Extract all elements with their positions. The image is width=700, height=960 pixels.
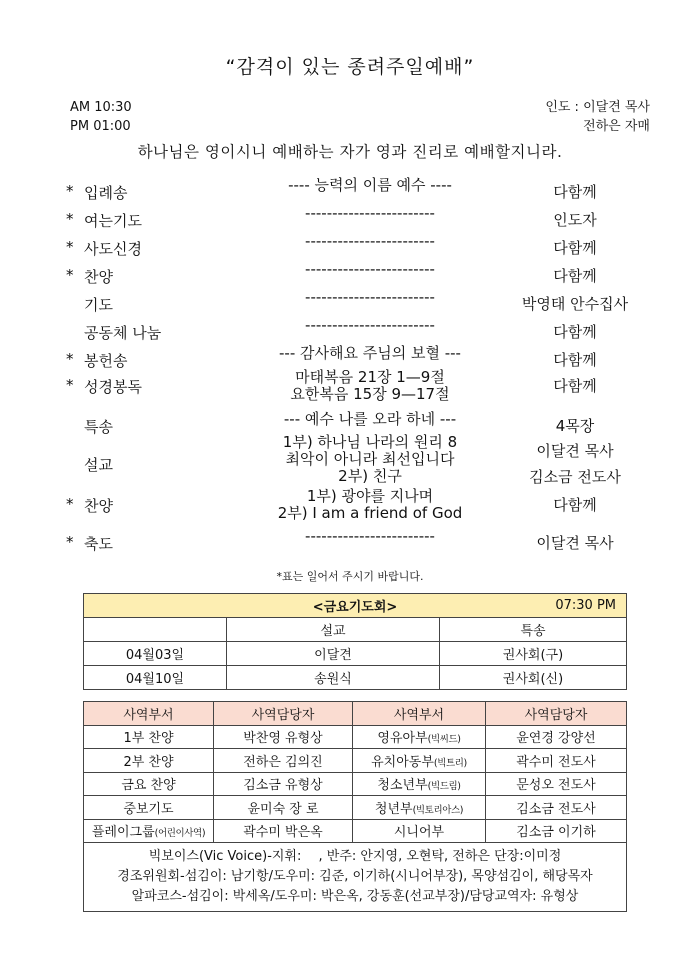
leader-cell xyxy=(486,772,627,796)
leader-cell xyxy=(486,749,627,773)
order-item-content-line: ------------------------ xyxy=(305,232,435,250)
department-name: 영유아부 xyxy=(377,731,428,747)
order-item-person xyxy=(500,182,650,202)
order-item-content xyxy=(230,411,510,428)
preacher-cell: 이달견 xyxy=(227,642,440,666)
department-name: 유치아동부 xyxy=(371,754,434,770)
order-item-person-line: 다함께 xyxy=(553,239,597,257)
order-item-person xyxy=(500,322,650,342)
leader-names: 전하은 김의진 xyxy=(243,754,323,770)
standing-star: * xyxy=(66,238,74,256)
preacher-cell: 송원식 xyxy=(227,666,440,690)
header-special-song: 특송 xyxy=(440,618,627,642)
department-cell xyxy=(84,725,214,749)
leader-names: 문성오 전도사 xyxy=(516,778,596,794)
order-item-name: 설교 xyxy=(84,456,113,474)
order-item-content-line: 마태복음 21장 1—9절 xyxy=(295,368,445,386)
order-item-person-line: 인도자 xyxy=(553,211,597,229)
order-item-content xyxy=(230,317,510,334)
friday-prayer-title: <금요기도회> xyxy=(312,600,398,615)
ministry-rows xyxy=(84,725,627,843)
header-blank xyxy=(84,618,227,642)
department-cell xyxy=(353,772,486,796)
department-name: 중보기도 xyxy=(123,801,174,817)
order-item xyxy=(0,488,700,522)
leader-cell xyxy=(486,819,627,843)
department-cell xyxy=(84,796,214,820)
order-item-content-line: 1부) 광야를 지나며 xyxy=(306,487,434,505)
department-name: 1부 찬양 xyxy=(123,731,174,747)
order-item-content-line: 1부) 하나님 나라의 원리 8 xyxy=(282,433,458,451)
order-item-name: 봉헌송 xyxy=(84,352,128,370)
leader-names: 김소금 유형상 xyxy=(243,778,323,794)
song-cell: 권사회(신) xyxy=(440,666,627,690)
order-item-content-line: ------------------------ xyxy=(305,316,435,334)
standing-note: *표는 일어서 주시기 바랍니다. xyxy=(276,570,424,583)
order-item-person xyxy=(500,376,650,396)
table-row xyxy=(84,772,627,796)
ministry-footer xyxy=(84,843,627,912)
standing-star: * xyxy=(66,182,74,200)
order-item-content-line: ------------------------ xyxy=(305,288,435,306)
page-title: “감격이 있는 종려주일예배” xyxy=(225,56,475,78)
order-item-content-line: 요한복음 15장 9—17절 xyxy=(290,385,450,403)
order-item-person xyxy=(500,294,650,314)
order-item xyxy=(0,177,700,207)
leader-cell xyxy=(214,725,353,749)
header-leader: 사역담당자 xyxy=(214,702,353,726)
order-item-content-line: ------------------------ xyxy=(305,527,435,545)
department-name: 청년부 xyxy=(374,801,413,817)
order-item-name: 찬양 xyxy=(84,497,113,515)
department-sub: (빅트리) xyxy=(433,757,467,769)
order-item-name: 기도 xyxy=(84,296,113,314)
time-am: AM 10:30 xyxy=(70,100,132,115)
department-name: 금요 찬양 xyxy=(121,778,176,794)
order-item-person-line: 다함께 xyxy=(553,377,597,395)
table-row xyxy=(84,642,627,666)
time-pm: PM 01:00 xyxy=(70,119,131,134)
order-item xyxy=(0,528,700,558)
standing-star: * xyxy=(66,210,74,228)
order-item-content xyxy=(230,345,510,362)
service-leaders xyxy=(545,98,650,136)
department-sub: (빅씨드) xyxy=(427,734,461,746)
department-cell xyxy=(353,749,486,773)
order-item-content xyxy=(230,528,510,545)
order-item-person xyxy=(500,533,650,553)
order-item-person xyxy=(500,266,650,286)
table-row xyxy=(84,819,627,843)
header-leader: 사역담당자 xyxy=(486,702,627,726)
order-item-name: 찬양 xyxy=(84,268,113,286)
department-cell xyxy=(353,796,486,820)
order-item-name: 공동체 나눔 xyxy=(84,324,162,342)
leader-names: 윤연경 강양선 xyxy=(516,731,596,747)
leader-names: 윤미숙 장 로 xyxy=(247,801,319,817)
service-times xyxy=(70,98,132,136)
department-name: 청소년부 xyxy=(377,778,428,794)
leader-names: 곽수미 박은옥 xyxy=(243,825,323,841)
order-item-content-line: 최악이 아니라 최선입니다 xyxy=(285,450,455,468)
order-item-person-line: 김소금 전도사 xyxy=(529,468,621,486)
order-item-person-line: 박영태 안수집사 xyxy=(521,295,629,313)
friday-prayer-title-row xyxy=(84,594,627,618)
order-item-person-line: 다함께 xyxy=(553,496,597,514)
order-item-person-line: 이달견 목사 xyxy=(536,534,614,552)
department-sub: (빅드림) xyxy=(427,781,461,793)
order-item-person xyxy=(500,438,650,490)
order-item-name: 입례송 xyxy=(84,184,128,202)
footer-line: 빅보이스(Vic Voice)-지휘: , 반주: 안지영, 오현탁, 전하은 단장:이미정 xyxy=(148,849,562,864)
order-item-person-line: 다함께 xyxy=(553,351,597,369)
leader-names: 박찬영 유형상 xyxy=(243,731,323,747)
order-item-name: 축도 xyxy=(84,535,113,553)
leader-worship: 전하은 자매 xyxy=(583,119,650,134)
friday-prayer-header xyxy=(84,618,627,642)
table-row xyxy=(84,725,627,749)
department-cell xyxy=(84,749,214,773)
department-name: 플레이그룹 xyxy=(91,825,155,841)
leader-cell xyxy=(214,819,353,843)
friday-prayer-table xyxy=(83,593,627,690)
standing-star: * xyxy=(66,350,74,368)
order-item-person xyxy=(500,210,650,230)
order-item-person xyxy=(500,350,650,370)
order-item-content xyxy=(230,233,510,250)
order-item-content xyxy=(230,369,510,403)
header-department: 사역부서 xyxy=(84,702,214,726)
order-item xyxy=(0,233,700,263)
leader-cell xyxy=(214,749,353,773)
leader-names: 김소금 이기하 xyxy=(516,825,596,841)
scripture-verse: 하나님은 영이시니 예배하는 자가 영과 진리로 예배할지니라. xyxy=(137,143,563,161)
order-item-person xyxy=(500,238,650,258)
date-cell: 04월10일 xyxy=(84,666,227,690)
leader-cell xyxy=(486,796,627,820)
standing-star: * xyxy=(66,495,74,513)
order-item-person xyxy=(500,416,650,436)
table-row xyxy=(84,749,627,773)
department-cell xyxy=(84,819,214,843)
date-cell: 04월03일 xyxy=(84,642,227,666)
footer-line: 알파코스-섬김이: 박세옥/도우미: 박은옥, 강동훈(선교부장)/담당교역자: 유형상 xyxy=(131,889,579,904)
friday-prayer-time: 07:30 PM xyxy=(555,598,616,613)
leader-names: 곽수미 전도사 xyxy=(516,754,596,770)
order-item-content xyxy=(230,205,510,222)
order-item-content-line: ------------------------ xyxy=(305,204,435,222)
standing-star: * xyxy=(66,533,74,551)
department-cell xyxy=(84,772,214,796)
leader-names: 김소금 전도사 xyxy=(516,801,596,817)
department-name: 시니어부 xyxy=(393,825,445,841)
leader-pastor: 인도 : 이달견 목사 xyxy=(545,100,650,115)
ministry-header xyxy=(84,702,627,726)
header-sermon: 설교 xyxy=(227,618,440,642)
order-item-name: 특송 xyxy=(84,418,113,436)
table-row xyxy=(84,796,627,820)
order-item-content xyxy=(230,261,510,278)
order-item-content xyxy=(230,488,510,522)
order-item-content-line: --- 예수 나를 오라 하네 --- xyxy=(283,410,457,428)
ministry-table xyxy=(83,701,627,912)
order-item-content-line: --- 감사해요 주님의 보혈 --- xyxy=(279,344,461,362)
ministry-footer-row xyxy=(84,843,627,912)
order-item-content xyxy=(230,434,510,485)
department-cell xyxy=(353,725,486,749)
song-cell: 권사회(구) xyxy=(440,642,627,666)
order-item-person-line: 다함께 xyxy=(553,323,597,341)
order-item-name: 사도신경 xyxy=(84,240,142,258)
order-item-person xyxy=(500,495,650,515)
header-department: 사역부서 xyxy=(353,702,486,726)
order-item xyxy=(0,261,700,291)
order-item xyxy=(0,369,700,403)
order-item-person-line: 다함께 xyxy=(553,183,597,201)
department-sub: (빅토리아스) xyxy=(412,804,464,816)
standing-star: * xyxy=(66,376,74,394)
order-item-content-line: 2부) I am a friend of God xyxy=(277,504,463,522)
order-item-name: 성경봉독 xyxy=(84,378,142,396)
leader-cell xyxy=(214,772,353,796)
order-item xyxy=(0,205,700,235)
order-item xyxy=(0,434,700,494)
department-sub: (어린이사역) xyxy=(154,828,206,840)
order-item-content xyxy=(230,177,510,194)
department-name: 2부 찬양 xyxy=(123,754,174,770)
order-item-content xyxy=(230,289,510,306)
leader-cell xyxy=(486,725,627,749)
leader-cell xyxy=(214,796,353,820)
order-item-content-line: 2부) 친구 xyxy=(338,467,402,485)
standing-star: * xyxy=(66,266,74,284)
order-item-person-line: 이달견 목사 xyxy=(536,442,614,460)
order-item-person-line: 다함께 xyxy=(553,267,597,285)
order-item-name: 여는기도 xyxy=(84,212,142,230)
order-item-person-line: 4목장 xyxy=(555,417,595,435)
footer-line: 경조위원회-섬김이: 남기항/도우미: 김준, 이기하(시니어부장), 목양섬김이, 해당목자 xyxy=(117,869,593,884)
order-item xyxy=(0,317,700,347)
order-item xyxy=(0,289,700,319)
table-row xyxy=(84,666,627,690)
department-cell xyxy=(353,819,486,843)
order-item-content-line: ---- 능력의 이름 예수 ---- xyxy=(288,176,452,194)
order-item-content-line: ------------------------ xyxy=(305,260,435,278)
